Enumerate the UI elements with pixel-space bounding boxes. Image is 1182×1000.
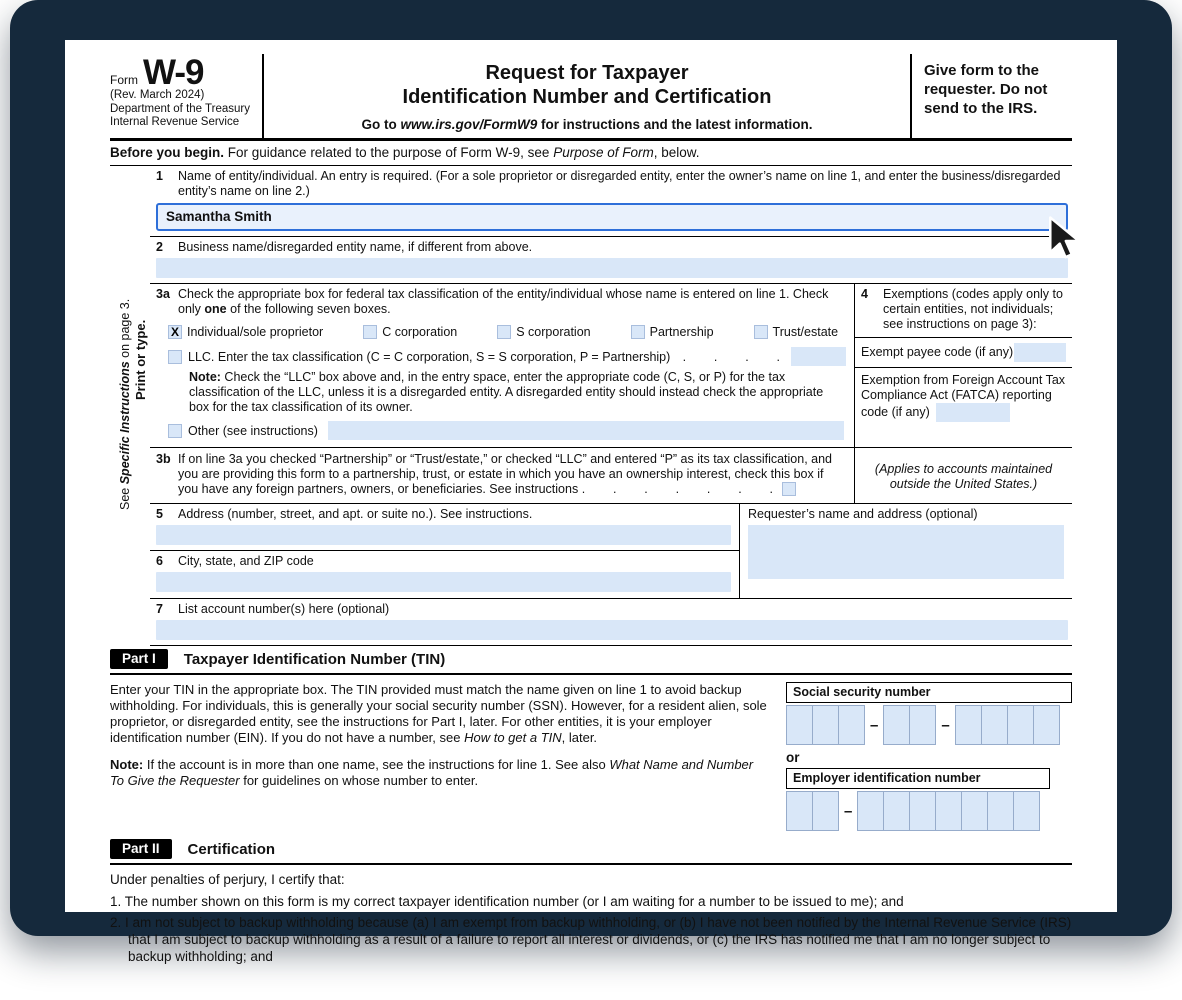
ein-cell[interactable] xyxy=(812,791,839,831)
mouse-cursor-icon xyxy=(1047,216,1085,260)
ein-group-1 xyxy=(786,791,839,831)
line-7-label-row xyxy=(156,602,1068,617)
ein-cell[interactable] xyxy=(857,791,884,831)
line-2-label-row xyxy=(156,240,1068,255)
form-word: Form xyxy=(110,73,138,87)
line-5-label-row xyxy=(156,507,731,522)
ein-cells-row xyxy=(786,791,1072,831)
ein-cell[interactable] xyxy=(909,791,936,831)
checkbox-item-s-corporation[interactable] xyxy=(497,325,590,339)
before-bold: Before you begin. xyxy=(110,145,225,160)
checkbox-item-partnership[interactable] xyxy=(631,325,714,339)
tin-note-text-2: for guidelines on whose number to enter. xyxy=(239,773,479,788)
other-label: Other (see instructions) xyxy=(188,423,318,438)
ein-dash: – xyxy=(844,802,853,820)
llc-note xyxy=(189,370,846,415)
line-4-number: 4 xyxy=(861,287,868,301)
give-form-notice: Give form to the requester. Do not send to the IRS. xyxy=(924,62,1048,117)
sidebar-see-instructions xyxy=(118,299,132,510)
line-3b-text: If on line 3a you checked “Partnership” or “Trust/estate,” or checked “LLC” and entered “P” as its tax classification, and you are providing this form to a partnership, trust, or estate in which you have an ownership interest, check this box if you have any foreign partners, owners, or beneficiaries. See instructions xyxy=(178,452,833,496)
applies-note: (Applies to accounts maintained outside the United States.) xyxy=(854,448,1072,503)
ein-cell[interactable] xyxy=(1013,791,1040,831)
line-2-label: Business name/disregarded entity name, if different from above. xyxy=(178,240,533,254)
line-6-label: City, state, and ZIP code xyxy=(178,554,314,568)
ein-label-box: Employer identification number xyxy=(786,768,1050,789)
classification-checkbox-row xyxy=(168,325,846,339)
tin-boxes-column xyxy=(770,682,1072,831)
ssn-cell[interactable] xyxy=(1033,705,1060,745)
checkbox-item-individual[interactable] xyxy=(168,325,323,339)
dept-line-2: Internal Revenue Service xyxy=(110,116,240,128)
partnership-checkbox-label: Partnership xyxy=(649,325,714,339)
tin-note-text-1: If the account is in more than one name, see the instructions for line 1. See also xyxy=(143,757,610,772)
form-header xyxy=(110,54,1072,141)
ein-cell[interactable] xyxy=(883,791,910,831)
checkbox-item-trust-estate[interactable] xyxy=(754,325,839,339)
llc-row xyxy=(168,347,846,366)
c-corporation-checkbox-label: C corporation xyxy=(382,325,458,339)
w9-form-page xyxy=(65,40,1117,964)
individual-checkbox-label: Individual/sole proprietor xyxy=(187,325,324,339)
requester-label: Requester’s name and address (optional) xyxy=(748,507,978,521)
what-name-ref: What Name and Number To Give the Requester xyxy=(110,757,754,788)
checkbox-item-c-corporation[interactable] xyxy=(363,325,457,339)
ssn-cell[interactable] xyxy=(838,705,865,745)
llc-note-text: Check the “LLC” box above and, in the entry space, enter the appropriate code (C, S, or P) for the tax classification of the LLC, unless it is a disregarded entity. A disregarded entity should instead check the appropriate box for the tax classification of its owner. xyxy=(189,370,824,414)
or-text: or xyxy=(786,750,800,765)
form-header-center xyxy=(262,54,912,138)
partnership-checkbox[interactable] xyxy=(631,325,645,339)
form-goto-line xyxy=(272,117,902,132)
line-1-label-row xyxy=(156,169,1068,199)
ein-cell[interactable] xyxy=(987,791,1014,831)
llc-checkbox[interactable] xyxy=(168,350,182,364)
form-body xyxy=(110,166,1072,646)
tin-note xyxy=(110,757,770,789)
name-field[interactable]: Samantha Smith xyxy=(156,203,1068,231)
certification-intro: Under penalties of perjury, I certify that: xyxy=(110,872,345,887)
fatca-section xyxy=(855,367,1072,447)
ssn-dash-1: – xyxy=(870,716,879,734)
line-5-number: 5 xyxy=(156,507,163,521)
tin-section xyxy=(110,675,1072,836)
form-revision: (Rev. March 2024) xyxy=(110,89,205,101)
llc-dot-leader: . . . . xyxy=(682,349,781,364)
llc-classification-field[interactable] xyxy=(791,347,846,366)
sidebar-see: See xyxy=(118,484,132,510)
requester-field[interactable] xyxy=(748,525,1064,579)
business-name-field[interactable] xyxy=(156,258,1068,278)
ssn-cell[interactable] xyxy=(909,705,936,745)
line-2-row xyxy=(150,237,1072,284)
other-row xyxy=(168,421,846,440)
before-you-begin xyxy=(110,141,1072,166)
form-title-line-1: Request for Taxpayer xyxy=(485,62,689,84)
form-rows xyxy=(150,166,1072,646)
line-4-label-row xyxy=(855,284,1072,337)
line-4-column xyxy=(854,284,1072,447)
line-3b-label-row xyxy=(156,452,846,497)
sidebar-print-or-type: Print or type. xyxy=(133,319,148,400)
account-numbers-field[interactable] xyxy=(156,620,1068,640)
s-corporation-checkbox-label: S corporation xyxy=(516,325,591,339)
individual-checkbox-mark: X xyxy=(170,325,179,339)
line-7-row xyxy=(150,599,1072,646)
fatca-label: Exemption from Foreign Account Tax Compliance Act (FATCA) reporting code (if any) xyxy=(861,373,1066,419)
ssn-dash-2: – xyxy=(941,716,950,734)
line-2-number: 2 xyxy=(156,240,163,254)
line-6-label-row xyxy=(156,554,731,569)
ssn-group-2 xyxy=(883,705,936,745)
sidebar-specific-instructions: Specific Instructions xyxy=(118,361,132,485)
ein-cell[interactable] xyxy=(961,791,988,831)
line-3a-label-row xyxy=(156,287,846,317)
part-2-title: Certification xyxy=(187,840,276,858)
exempt-payee-row xyxy=(855,337,1072,367)
ssn-cell[interactable] xyxy=(955,705,982,745)
sidebar-on-page: on page 3. xyxy=(118,298,132,362)
tin-paragraph xyxy=(110,682,770,746)
line-4-label: Exemptions (codes apply only to certain entities, not individuals; see instructions on page 3): xyxy=(883,287,1063,331)
form-number: W-9 xyxy=(143,53,204,92)
goto-prefix: Go to xyxy=(361,117,401,132)
foreign-partners-checkbox[interactable] xyxy=(782,482,796,496)
address-field[interactable] xyxy=(156,525,731,545)
trust-estate-checkbox-label: Trust/estate xyxy=(772,325,839,339)
ein-cell[interactable] xyxy=(935,791,962,831)
ssn-cell[interactable] xyxy=(812,705,839,745)
certification-item-1: 1. The number shown on this form is my correct taxpayer identification number (or I am waiting for a number to be issued to me); and xyxy=(110,894,904,909)
ein-cell[interactable] xyxy=(786,791,813,831)
llc-note-bold: Note: xyxy=(189,370,221,384)
line-3a-label-bold: one xyxy=(204,302,227,316)
exempt-payee-code-field[interactable] xyxy=(1014,343,1066,362)
llc-label: LLC. Enter the tax classification (C = C corporation, S = S corporation, P = Partnership) xyxy=(188,349,671,364)
line-1-label: Name of entity/individual. An entry is required. (For a sole proprietor or disregarded entity, enter the owner’s name on line 1, and enter the business/disregarded entity’s name on line 2.) xyxy=(178,169,1061,198)
address-column xyxy=(150,504,739,598)
part-2-header xyxy=(110,836,1072,865)
irs-url: www.irs.gov/FormW9 xyxy=(400,117,538,132)
certification-section xyxy=(110,865,1072,965)
line-3a-and-4-section xyxy=(150,284,1072,448)
other-checkbox[interactable] xyxy=(168,424,182,438)
line-1-row xyxy=(150,166,1072,237)
tin-paragraph-text-2: , later. xyxy=(561,730,598,745)
line-7-label: List account number(s) here (optional) xyxy=(178,602,390,616)
line-3b-text-wrap xyxy=(178,452,846,497)
part-1-badge: Part I xyxy=(110,649,168,669)
line-3a-label xyxy=(178,287,846,317)
line-3b-dot-leader: . . . . . . . xyxy=(581,482,775,496)
exempt-payee-label: Exempt payee code (if any) xyxy=(861,345,1014,359)
before-text-1: For guidance related to the purpose of Form W-9, see xyxy=(224,145,554,160)
purpose-of-form-ref: Purpose of Form xyxy=(553,145,654,160)
line-1-number: 1 xyxy=(156,169,163,183)
llc-entry-group xyxy=(683,347,846,366)
form-title xyxy=(272,61,902,109)
goto-suffix: for instructions and the latest information. xyxy=(537,117,813,132)
line-7-number: 7 xyxy=(156,602,163,616)
tin-note-bold: Note: xyxy=(110,757,144,772)
line-3a-label-text-2: of the following seven boxes. xyxy=(226,302,391,316)
ssn-cells-row xyxy=(786,705,1072,745)
form-title-line-2: Identification Number and Certification xyxy=(402,86,772,108)
line-3a-number: 3a xyxy=(156,287,170,301)
city-state-zip-field[interactable] xyxy=(156,572,731,592)
tin-instructions xyxy=(110,682,770,831)
ssn-cell[interactable] xyxy=(786,705,813,745)
individual-checkbox[interactable] xyxy=(168,325,182,339)
form-header-left xyxy=(110,54,262,138)
trust-estate-checkbox[interactable] xyxy=(754,325,768,339)
part-1-title: Taxpayer Identification Number (TIN) xyxy=(183,650,446,668)
part-1-header xyxy=(110,646,1072,675)
dept-line-1: Department of the Treasury xyxy=(110,102,250,115)
tin-paragraph-text-1: Enter your TIN in the appropriate box. The TIN provided must match the name given on line 1 to avoid backup withholding. For individuals, this is generally your social security number (SSN). However, for a resident alien, sole proprietor, or disregarded entity, see the instructions for Part I, later. For other entities, it is your employer identification number (EIN). If you do not have a number, see xyxy=(110,682,767,745)
ssn-group-3 xyxy=(955,705,1060,745)
part-2-badge: Part II xyxy=(110,839,172,859)
ssn-cell[interactable] xyxy=(1007,705,1034,745)
certification-item-2: 2. I am not subject to backup withholding because (a) I am exempt from backup withholding, or (b) I have not been notified by the Internal Revenue Service (IRS) that I am subject to backup withholding as a result of a failure to report all interest or dividends, or (c) the IRS has notified me that I am no longer subject to backup withholding; and xyxy=(110,915,1072,964)
requester-column xyxy=(739,504,1072,598)
line-3a-column xyxy=(150,284,854,447)
line-3b-column xyxy=(150,448,854,503)
form-number-line xyxy=(110,53,256,92)
before-text-2: , below. xyxy=(653,145,700,160)
c-corporation-checkbox[interactable] xyxy=(363,325,377,339)
s-corporation-checkbox[interactable] xyxy=(497,325,511,339)
how-to-get-a-tin-ref: How to get a TIN xyxy=(464,730,562,745)
ssn-label-box: Social security number xyxy=(786,682,1072,703)
line-3b-section xyxy=(150,448,1072,504)
other-field[interactable] xyxy=(328,421,844,440)
rotated-sidebar xyxy=(110,166,150,646)
ein-group-2 xyxy=(857,791,1040,831)
line-5-label: Address (number, street, and apt. or suite no.). See instructions. xyxy=(178,507,533,521)
line-3a-label-text-1: Check the appropriate box for federal tax classification of the entity/individual whose name is entered on line 1. Check only xyxy=(178,287,829,316)
address-section xyxy=(150,504,1072,599)
line-6-number: 6 xyxy=(156,554,163,568)
ssn-group-1 xyxy=(786,705,865,745)
fatca-code-field[interactable] xyxy=(936,403,1010,422)
ssn-cell[interactable] xyxy=(981,705,1008,745)
ssn-cell[interactable] xyxy=(883,705,910,745)
line-6-row xyxy=(150,551,739,598)
line-5-row xyxy=(150,504,739,551)
line-3b-number: 3b xyxy=(156,452,171,466)
